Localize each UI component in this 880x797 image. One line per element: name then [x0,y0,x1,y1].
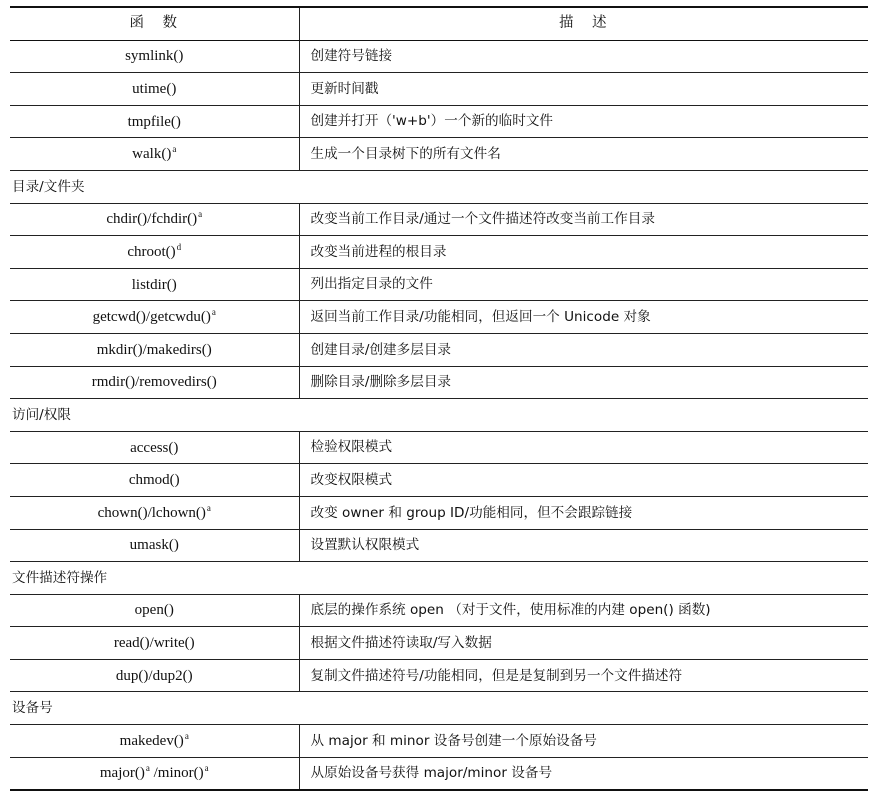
description-cell: 更新时间戳 [299,73,868,106]
table-row [10,659,868,692]
table-row [10,203,868,236]
footnote-marker: a [184,730,189,741]
function-name: access() [130,439,179,456]
function-name: listdir() [131,276,177,293]
function-name: chmod() [128,472,180,489]
section-label: 文件描述符操作 [10,562,868,595]
section-label: 访问/权限 [10,399,868,432]
os-functions-table [10,6,868,791]
table-row [10,40,868,73]
description-cell: 列出指定目录的文件 [299,268,868,301]
table-row [10,594,868,627]
footnote-marker: a [198,209,203,220]
table-row [10,627,868,660]
table-row [10,496,868,529]
section-label: 设备号 [10,692,868,725]
function-name: mkdir()/makedirs() [96,341,212,358]
function-cell [10,627,299,660]
function-cell [10,594,299,627]
table-row [10,333,868,366]
function-cell [10,138,299,171]
table-row [10,757,868,790]
description-cell: 返回当前工作目录/功能相同，但返回一个 Unicode 对象 [299,301,868,334]
function-name: read()/write() [113,635,195,652]
document-page [10,6,868,791]
table-header-row [10,7,868,40]
table-body [10,40,868,790]
footnote-marker: d [176,241,182,252]
table-row [10,725,868,758]
function-name: chroot() [127,243,176,260]
table-row [10,138,868,171]
function-cell [10,236,299,269]
table-row [10,236,868,269]
function-cell [10,40,299,73]
footnote-marker: a [211,307,216,318]
function-cell [10,333,299,366]
section-row [10,692,868,725]
function-cell [10,659,299,692]
function-cell [10,366,299,399]
function-name: tmpfile() [127,113,181,130]
description-cell: 改变当前进程的根目录 [299,236,868,269]
description-cell: 根据文件描述符读取/写入数据 [299,627,868,660]
function-name: chown()/lchown() [97,504,206,521]
description-cell: 删除目录/删除多层目录 [299,366,868,399]
function-name: walk() [132,146,172,163]
function-cell [10,301,299,334]
function-name: getcwd()/getcwdu() [92,309,211,326]
section-label: 目录/文件夹 [10,170,868,203]
function-name: utime() [132,80,177,97]
function-cell [10,431,299,464]
description-cell: 从 major 和 minor 设备号创建一个原始设备号 [299,725,868,758]
function-name: open() [134,602,174,619]
function-name: umask() [129,537,179,554]
function-name: /minor() [149,765,204,782]
function-name: symlink() [125,48,184,65]
table-row [10,105,868,138]
description-cell: 设置默认权限模式 [299,529,868,562]
header-function: 函 数 [10,7,299,40]
function-cell [10,496,299,529]
function-cell [10,529,299,562]
function-name: major() [99,765,145,782]
description-cell: 复制文件描述符号/功能相同，但是是复制到另一个文件描述符 [299,659,868,692]
table-row [10,268,868,301]
description-cell: 检验权限模式 [299,431,868,464]
function-cell [10,268,299,301]
description-cell: 创建并打开（'w+b'）一个新的临时文件 [299,105,868,138]
function-cell [10,725,299,758]
table-row [10,431,868,464]
function-cell [10,203,299,236]
description-cell: 创建目录/创建多层目录 [299,333,868,366]
table-row [10,366,868,399]
section-row [10,562,868,595]
table-row [10,73,868,106]
description-cell: 生成一个目录树下的所有文件名 [299,138,868,171]
function-cell [10,105,299,138]
footnote-marker: a [145,763,150,774]
function-name: chdir()/fchdir() [106,211,198,228]
section-row [10,399,868,432]
description-cell: 底层的操作系统 open （对于文件，使用标准的内建 open() 函数) [299,594,868,627]
table-row [10,464,868,497]
function-name: rmdir()/removedirs() [91,374,217,391]
table-row [10,301,868,334]
description-cell: 改变 owner 和 group ID/功能相同，但不会跟踪链接 [299,496,868,529]
function-cell [10,464,299,497]
description-cell: 改变当前工作目录/通过一个文件描述符改变当前工作目录 [299,203,868,236]
description-cell: 创建符号链接 [299,40,868,73]
footnote-marker: a [204,763,209,774]
function-name: makedev() [119,732,184,749]
footnote-marker: a [206,502,211,513]
header-description: 描 述 [299,7,868,40]
function-name: dup()/dup2() [115,667,193,684]
description-cell: 从原始设备号获得 major/minor 设备号 [299,757,868,790]
footnote-marker: a [172,144,177,155]
function-cell [10,757,299,790]
description-cell: 改变权限模式 [299,464,868,497]
table-row [10,529,868,562]
section-row [10,170,868,203]
function-cell [10,73,299,106]
